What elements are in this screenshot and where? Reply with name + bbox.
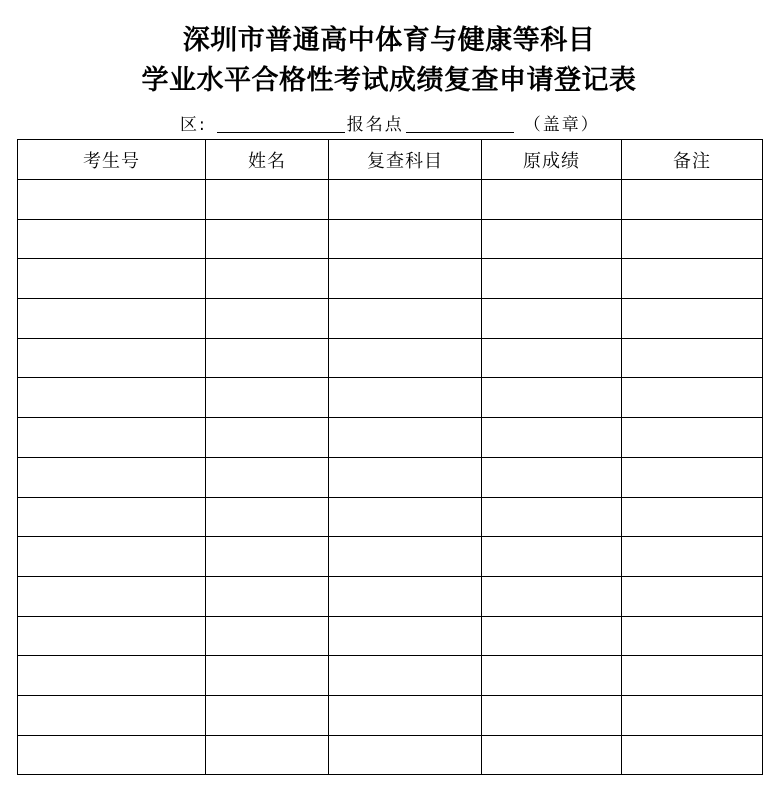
cell-remarks[interactable] — [622, 735, 763, 775]
table-row — [18, 299, 763, 339]
cell-remarks[interactable] — [622, 616, 763, 656]
column-header-original-score: 原成绩 — [482, 140, 622, 180]
cell-review-subject[interactable] — [329, 656, 482, 696]
cell-remarks[interactable] — [622, 378, 763, 418]
cell-original-score[interactable] — [482, 537, 622, 577]
cell-original-score[interactable] — [482, 418, 622, 458]
table-header-row — [18, 140, 763, 180]
cell-review-subject[interactable] — [329, 497, 482, 537]
cell-original-score[interactable] — [482, 497, 622, 537]
table-row — [18, 537, 763, 577]
cell-remarks[interactable] — [622, 497, 763, 537]
cell-candidate-number[interactable] — [18, 735, 206, 775]
cell-name[interactable] — [206, 537, 329, 577]
table-row — [18, 695, 763, 735]
cell-candidate-number[interactable] — [18, 418, 206, 458]
form-title-line-1: 深圳市普通高中体育与健康等科目 — [182, 25, 596, 56]
table-row — [18, 338, 763, 378]
cell-review-subject[interactable] — [329, 735, 482, 775]
cell-original-score[interactable] — [482, 378, 622, 418]
cell-original-score[interactable] — [482, 735, 622, 775]
cell-candidate-number[interactable] — [18, 537, 206, 577]
table-row — [18, 457, 763, 497]
cell-review-subject[interactable] — [329, 537, 482, 577]
cell-remarks[interactable] — [622, 299, 763, 339]
cell-candidate-number[interactable] — [18, 219, 206, 259]
cell-review-subject[interactable] — [329, 299, 482, 339]
district-blank[interactable] — [217, 112, 345, 133]
cell-review-subject[interactable] — [329, 180, 482, 220]
cell-candidate-number[interactable] — [18, 616, 206, 656]
table-row — [18, 735, 763, 775]
registration-table — [17, 139, 763, 775]
cell-review-subject[interactable] — [329, 616, 482, 656]
cell-name[interactable] — [206, 378, 329, 418]
cell-name[interactable] — [206, 695, 329, 735]
cell-candidate-number[interactable] — [18, 259, 206, 299]
table-row — [18, 418, 763, 458]
cell-review-subject[interactable] — [329, 576, 482, 616]
cell-name[interactable] — [206, 576, 329, 616]
header-fields — [180, 110, 600, 136]
cell-original-score[interactable] — [482, 457, 622, 497]
cell-original-score[interactable] — [482, 576, 622, 616]
cell-remarks[interactable] — [622, 259, 763, 299]
cell-name[interactable] — [206, 338, 329, 378]
cell-review-subject[interactable] — [329, 457, 482, 497]
table-row — [18, 259, 763, 299]
cell-candidate-number[interactable] — [18, 576, 206, 616]
table-row — [18, 576, 763, 616]
form-title-line-2: 学业水平合格性考试成绩复查申请登记表 — [141, 65, 637, 96]
cell-name[interactable] — [206, 219, 329, 259]
cell-review-subject[interactable] — [329, 338, 482, 378]
table-row — [18, 219, 763, 259]
cell-candidate-number[interactable] — [18, 695, 206, 735]
cell-candidate-number[interactable] — [18, 497, 206, 537]
cell-original-score[interactable] — [482, 338, 622, 378]
cell-remarks[interactable] — [622, 537, 763, 577]
cell-original-score[interactable] — [482, 616, 622, 656]
table-row — [18, 616, 763, 656]
cell-name[interactable] — [206, 735, 329, 775]
cell-review-subject[interactable] — [329, 418, 482, 458]
cell-candidate-number[interactable] — [18, 299, 206, 339]
cell-name[interactable] — [206, 457, 329, 497]
cell-original-score[interactable] — [482, 180, 622, 220]
table-body — [18, 180, 763, 775]
table-row — [18, 497, 763, 537]
cell-remarks[interactable] — [622, 457, 763, 497]
table-row — [18, 656, 763, 696]
table-row — [18, 180, 763, 220]
cell-remarks[interactable] — [622, 418, 763, 458]
cell-name[interactable] — [206, 299, 329, 339]
column-header-remarks: 备注 — [622, 140, 763, 180]
stamp-label: （盖章） — [523, 115, 600, 135]
cell-original-score[interactable] — [482, 259, 622, 299]
cell-review-subject[interactable] — [329, 259, 482, 299]
cell-remarks[interactable] — [622, 576, 763, 616]
cell-candidate-number[interactable] — [18, 378, 206, 418]
district-label: 区: — [180, 115, 207, 135]
cell-name[interactable] — [206, 418, 329, 458]
cell-remarks[interactable] — [622, 695, 763, 735]
cell-candidate-number[interactable] — [18, 457, 206, 497]
cell-original-score[interactable] — [482, 299, 622, 339]
table-row — [18, 378, 763, 418]
column-header-name: 姓名 — [206, 140, 329, 180]
cell-review-subject[interactable] — [329, 378, 482, 418]
cell-name[interactable] — [206, 656, 329, 696]
cell-review-subject[interactable] — [329, 219, 482, 259]
column-header-candidate-number: 考生号 — [18, 140, 206, 180]
cell-name[interactable] — [206, 259, 329, 299]
cell-candidate-number[interactable] — [18, 338, 206, 378]
cell-original-score[interactable] — [482, 695, 622, 735]
cell-review-subject[interactable] — [329, 695, 482, 735]
cell-name[interactable] — [206, 616, 329, 656]
registration-point-blank[interactable] — [406, 112, 514, 133]
cell-name[interactable] — [206, 180, 329, 220]
cell-original-score[interactable] — [482, 656, 622, 696]
cell-candidate-number[interactable] — [18, 656, 206, 696]
column-header-review-subject: 复查科目 — [329, 140, 482, 180]
cell-remarks[interactable] — [622, 180, 763, 220]
cell-name[interactable] — [206, 497, 329, 537]
cell-candidate-number[interactable] — [18, 180, 206, 220]
cell-remarks[interactable] — [622, 656, 763, 696]
cell-remarks[interactable] — [622, 219, 763, 259]
cell-remarks[interactable] — [622, 338, 763, 378]
cell-original-score[interactable] — [482, 219, 622, 259]
registration-point-label: 报名点 — [346, 115, 404, 135]
